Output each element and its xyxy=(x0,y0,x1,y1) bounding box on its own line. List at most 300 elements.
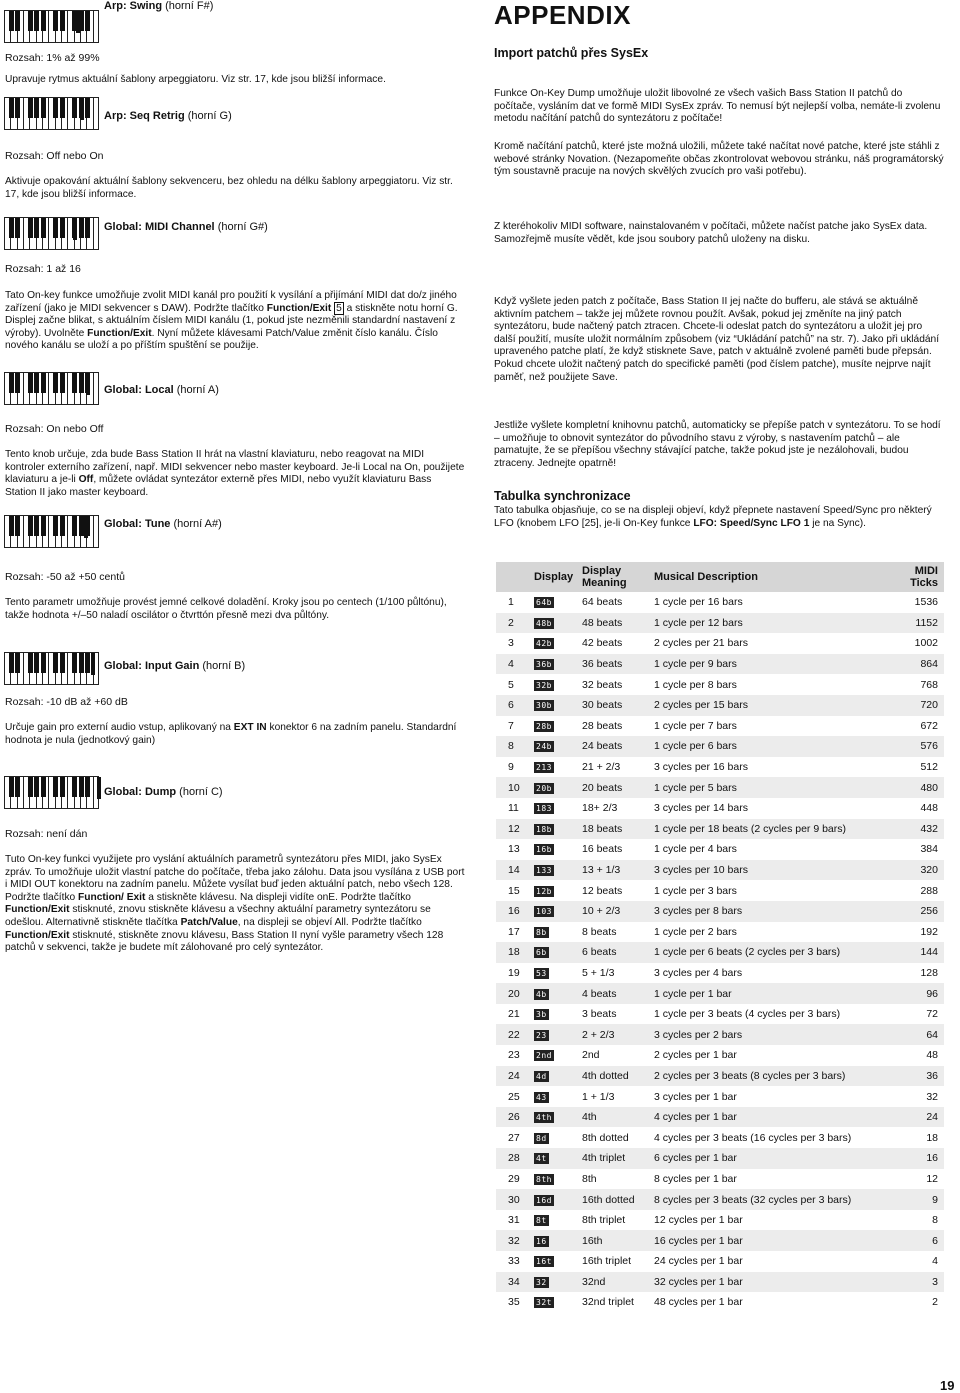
row-ticks: 4 xyxy=(932,1255,938,1268)
row-description: 2 cycles per 21 bars xyxy=(654,637,748,650)
table-row xyxy=(496,1169,944,1190)
black-key xyxy=(15,218,20,238)
row-description: 3 cycles per 4 bars xyxy=(654,966,743,979)
sync-table-intro: Tato tabulka objasňuje, co se na displeji objeví, když přepnete nastavení Speed/Sync pro některý LFO (knobem LFO [25], je-li On-Key funkce LFO: Speed/Sync LFO 1 je na Sync). xyxy=(494,505,932,529)
table-row xyxy=(496,1251,944,1272)
row-description: 4 cycles per 3 beats (16 cycles per 3 bars) xyxy=(654,1131,852,1144)
sync-table-heading: Tabulka synchronizace xyxy=(494,489,631,503)
lcd-display-icon: 53 xyxy=(536,968,547,978)
black-key xyxy=(72,98,77,118)
black-key xyxy=(41,516,46,536)
row-number: 18 xyxy=(496,942,530,963)
row-number: 27 xyxy=(508,1131,520,1144)
row-number: 20 xyxy=(496,983,530,1004)
row-display xyxy=(530,839,578,860)
black-key xyxy=(28,516,33,536)
row-display xyxy=(530,860,578,881)
table-row xyxy=(496,674,944,695)
row-meaning: 16 beats xyxy=(582,843,623,856)
col-midi-ticks: MIDI Ticks xyxy=(894,562,944,592)
row-number: 15 xyxy=(508,884,520,897)
row-description: 1 cycle per 5 bars xyxy=(650,777,894,798)
row-ticks: 144 xyxy=(894,942,944,963)
row-meaning: 42 beats xyxy=(582,637,623,650)
row-meaning: 32nd xyxy=(578,1272,650,1293)
lcd-display-icon: 133 xyxy=(536,866,552,876)
black-key xyxy=(41,218,46,238)
row-description: 1 cycle per 7 bars xyxy=(654,719,737,732)
tune-text: Tento parametr umožňuje provést jemné celkové doladění. Kroky jsou po centech (1/100 půltónu), takže hodnota +/–50 naladí oscilátor o čtvrttón přesně mezi dva půltóny. xyxy=(5,597,447,621)
sysex-heading: Import patchů přes SysEx xyxy=(494,46,649,60)
row-meaning: 16th triplet xyxy=(582,1255,632,1268)
row-meaning: 6 beats xyxy=(578,942,650,963)
lcd-display-icon: 16 xyxy=(536,1236,547,1246)
row-display xyxy=(530,1230,578,1251)
table-row xyxy=(496,592,944,613)
row-display xyxy=(530,1272,578,1293)
lcd-display-icon: 4d xyxy=(536,1071,547,1081)
lcd-display-icon: 24b xyxy=(536,742,552,752)
black-key xyxy=(60,98,65,118)
row-meaning: 3 beats xyxy=(582,1008,617,1021)
black-key xyxy=(53,653,58,673)
row-number: 35 xyxy=(508,1296,520,1309)
black-key xyxy=(9,777,14,797)
black-key xyxy=(15,11,20,31)
table-row xyxy=(496,777,944,798)
row-ticks: 24 xyxy=(894,1107,944,1128)
dump-text: Tuto On-key funkci využijete pro vyslání aktuálních parametrů syntezátoru přes MIDI, jako SysEx zpráv. To umožňuje uložit vlastní patche do počítače, třeba jako zálohu. Data jsou vysílána z USB port i MIDI OUT konektoru na zadním panelu. Můžete vysílat buď jeden aktuální patch, nebo všech 128. Podržte tlačítko Function/ Exit a stiskněte klávesu. Na displeji vidíte onE. Podržte tlačítko Function/Exit stisknuté, znovu stiskněte klávesu a všechny aktuální parametry syntezátoru se odešlou. Alternativně stiskněte tlačítka Patch/Value, na displeji se objeví All. Podržte tlačítko Function/Exit stisknuté, stiskněte znovu klávesu, Bass Station II nyní vyšle parametry všech 128 patchů v sekvenci, takže je budete mít zálohované pro celý syntezátor. xyxy=(5,854,465,954)
row-number: 30 xyxy=(496,1189,530,1210)
row-display xyxy=(530,798,578,819)
row-display xyxy=(530,1292,578,1313)
row-description: 1 cycle per 8 bars xyxy=(654,678,737,691)
lcd-display-icon: 4b xyxy=(536,989,547,999)
black-key xyxy=(53,373,58,393)
highlighted-key xyxy=(84,516,88,538)
row-ticks: 64 xyxy=(894,1024,944,1045)
lcd-display-icon: 8t xyxy=(536,1216,547,1226)
black-key xyxy=(15,653,20,673)
table-row xyxy=(496,1004,944,1025)
black-key xyxy=(85,653,90,673)
table-row xyxy=(496,839,944,860)
row-ticks: 6 xyxy=(894,1230,944,1251)
lcd-display-icon: 32 xyxy=(536,1277,547,1287)
black-key xyxy=(34,516,39,536)
black-key xyxy=(9,11,14,31)
row-number: 3 xyxy=(508,637,514,650)
table-row xyxy=(496,1066,944,1087)
row-ticks: 576 xyxy=(894,736,944,757)
black-key xyxy=(28,653,33,673)
arp-seq-heading: Arp: Seq Retrig (horní G) xyxy=(104,110,232,122)
black-key xyxy=(15,516,20,536)
row-ticks: 3 xyxy=(894,1272,944,1293)
midi-channel-range: Rozsah: 1 až 16 xyxy=(5,263,81,275)
input-gain-heading: Global: Input Gain (horní B) xyxy=(104,660,246,672)
keyboard-diagram-local xyxy=(4,372,99,405)
row-number: 21 xyxy=(508,1008,520,1021)
sysex-paragraph-2: Kromě načítání patchů, které jste možná uložili, můžete také načítat nové patche, které jste stáhli z webové stránky Novation. (Nezapomeňte občas zkontrolovat webovou stránku, náš programátorský tým soustavně pracuje na nových skvělých zvucích pro vaši potřebu). xyxy=(494,141,944,178)
row-description: 1 cycle per 4 bars xyxy=(654,843,737,856)
lcd-display-icon: 213 xyxy=(536,763,552,773)
row-ticks: 256 xyxy=(894,901,944,922)
row-display xyxy=(530,654,578,675)
row-display xyxy=(530,901,578,922)
arp-swing-range: Rozsah: 1% až 99% xyxy=(5,52,100,64)
row-description: 1 cycle per 16 bars xyxy=(654,596,743,609)
row-meaning: 32 beats xyxy=(582,678,623,691)
black-key xyxy=(85,11,90,31)
lcd-display-icon: 4t xyxy=(536,1154,547,1164)
table-row xyxy=(496,613,944,634)
row-meaning: 12 beats xyxy=(582,884,623,897)
table-row xyxy=(496,1024,944,1045)
black-key xyxy=(15,373,20,393)
lcd-display-icon: 36b xyxy=(536,660,552,670)
table-row xyxy=(496,1107,944,1128)
col-number xyxy=(496,562,530,592)
row-ticks: 128 xyxy=(920,966,938,979)
row-display xyxy=(530,922,578,943)
lcd-display-icon: 8d xyxy=(536,1133,547,1143)
black-key xyxy=(28,218,33,238)
row-ticks: 18 xyxy=(926,1131,938,1144)
row-ticks: 2 xyxy=(932,1296,938,1309)
row-description: 1 cycle per 18 beats (2 cycles per 9 bars) xyxy=(650,819,894,840)
black-key xyxy=(60,11,65,31)
row-ticks: 1002 xyxy=(914,637,938,650)
lcd-display-icon: 43 xyxy=(536,1092,547,1102)
local-range: Rozsah: On nebo Off xyxy=(5,423,104,435)
row-ticks: 320 xyxy=(894,860,944,881)
row-number: 4 xyxy=(496,654,530,675)
row-display xyxy=(530,1251,578,1272)
row-number: 8 xyxy=(496,736,530,757)
lcd-display-icon: 30b xyxy=(536,701,552,711)
row-number: 22 xyxy=(496,1024,530,1045)
table-row xyxy=(496,716,944,737)
row-meaning: 4th xyxy=(578,1107,650,1128)
black-key xyxy=(28,777,33,797)
row-meaning: 16th xyxy=(578,1230,650,1251)
col-musical-description: Musical Description xyxy=(650,562,894,592)
black-key xyxy=(72,653,77,673)
row-description: 3 cycles per 10 bars xyxy=(650,860,894,881)
lcd-display-icon: 6b xyxy=(536,948,547,958)
row-ticks: 48 xyxy=(926,1049,938,1062)
row-ticks: 8 xyxy=(932,1214,938,1227)
row-display xyxy=(530,592,578,613)
table-row xyxy=(496,1292,944,1313)
arp-swing-heading: Arp: Swing (horní F#) xyxy=(104,0,214,12)
row-meaning: 18+ 2/3 xyxy=(582,802,618,815)
table-row xyxy=(496,1189,944,1210)
black-key xyxy=(9,516,14,536)
row-ticks: 32 xyxy=(926,1090,938,1103)
black-key xyxy=(72,777,77,797)
black-key xyxy=(41,11,46,31)
black-key xyxy=(9,653,14,673)
black-key xyxy=(60,516,65,536)
table-row xyxy=(496,695,944,716)
black-key xyxy=(28,98,33,118)
row-display xyxy=(530,1086,578,1107)
keyboard-diagram-seq-retrig xyxy=(4,97,99,130)
row-meaning: 48 beats xyxy=(578,613,650,634)
black-key xyxy=(34,777,39,797)
lcd-display-icon: 4th xyxy=(536,1113,552,1123)
row-display xyxy=(530,1066,578,1087)
row-ticks: 12 xyxy=(926,1172,938,1185)
row-meaning: 24 beats xyxy=(578,736,650,757)
col-display: Display xyxy=(530,562,578,592)
highlighted-key xyxy=(73,218,77,240)
row-meaning: 30 beats xyxy=(578,695,650,716)
black-key xyxy=(34,98,39,118)
table-row xyxy=(496,1210,944,1231)
black-key xyxy=(53,98,58,118)
row-description: 1 cycle per 9 bars xyxy=(650,654,894,675)
row-number: 7 xyxy=(508,719,514,732)
table-row xyxy=(496,1086,944,1107)
black-key xyxy=(60,777,65,797)
row-ticks: 720 xyxy=(894,695,944,716)
table-row xyxy=(496,633,944,654)
row-number: 33 xyxy=(508,1255,520,1268)
row-meaning: 16th dotted xyxy=(578,1189,650,1210)
lcd-display-icon: 16d xyxy=(536,1195,552,1205)
black-key xyxy=(28,373,33,393)
black-key xyxy=(53,218,58,238)
black-key xyxy=(53,516,58,536)
row-number: 1 xyxy=(508,596,514,609)
black-key xyxy=(79,218,84,238)
row-description: 1 cycle per 6 beats (2 cycles per 3 bars) xyxy=(650,942,894,963)
row-ticks: 1536 xyxy=(914,596,938,609)
row-display xyxy=(530,983,578,1004)
row-description: 1 cycle per 3 beats (4 cycles per 3 bars) xyxy=(654,1008,841,1021)
row-meaning: 8th xyxy=(582,1172,597,1185)
black-key xyxy=(34,373,39,393)
row-display xyxy=(530,613,578,634)
black-key xyxy=(34,653,39,673)
row-ticks: 288 xyxy=(920,884,938,897)
keyboard-diagram-swing xyxy=(4,10,99,43)
row-ticks: 672 xyxy=(920,719,938,732)
row-meaning: 36 beats xyxy=(578,654,650,675)
lcd-display-icon: 183 xyxy=(536,804,552,814)
black-key xyxy=(41,653,46,673)
row-description: 6 cycles per 1 bar xyxy=(650,1148,894,1169)
row-ticks: 1152 xyxy=(894,613,944,634)
row-display xyxy=(530,1045,578,1066)
table-row xyxy=(496,942,944,963)
table-row xyxy=(496,963,944,984)
row-description: 3 cycles per 8 bars xyxy=(650,901,894,922)
row-meaning: 8 beats xyxy=(582,925,617,938)
row-display xyxy=(530,1148,578,1169)
row-number: 19 xyxy=(508,966,520,979)
sync-table-header-row xyxy=(496,562,944,592)
row-display xyxy=(530,716,578,737)
sync-table xyxy=(496,562,944,1313)
black-key xyxy=(60,653,65,673)
table-row xyxy=(496,880,944,901)
row-display xyxy=(530,736,578,757)
lcd-display-icon: 3b xyxy=(536,1010,547,1020)
table-row xyxy=(496,922,944,943)
row-description: 4 cycles per 1 bar xyxy=(650,1107,894,1128)
col-meaning: Display Meaning xyxy=(578,562,650,592)
row-description: 16 cycles per 1 bar xyxy=(650,1230,894,1251)
appendix-heading: APPENDIX xyxy=(494,0,631,30)
lcd-display-icon: 32t xyxy=(536,1298,552,1308)
black-key xyxy=(15,98,20,118)
row-display xyxy=(530,1024,578,1045)
row-description: 2 cycles per 3 beats (8 cycles per 3 bars) xyxy=(650,1066,894,1087)
table-row xyxy=(496,757,944,778)
black-key xyxy=(53,777,58,797)
row-meaning: 2nd xyxy=(582,1049,600,1062)
row-meaning: 28 beats xyxy=(582,719,623,732)
row-meaning: 1 + 1/3 xyxy=(582,1090,615,1103)
row-meaning: 4th triplet xyxy=(578,1148,650,1169)
row-number: 2 xyxy=(496,613,530,634)
row-number: 31 xyxy=(508,1214,520,1227)
row-meaning: 8th triplet xyxy=(582,1214,626,1227)
row-meaning: 18 beats xyxy=(578,819,650,840)
lcd-display-icon: 103 xyxy=(536,907,552,917)
dump-range: Rozsah: není dán xyxy=(5,828,88,840)
highlighted-key xyxy=(91,653,95,675)
lcd-display-icon: 8b xyxy=(536,927,547,937)
black-key xyxy=(85,98,90,118)
row-display xyxy=(530,963,578,984)
row-meaning: 32nd triplet xyxy=(582,1296,634,1309)
row-ticks: 192 xyxy=(920,925,938,938)
row-description: 8 cycles per 3 beats (32 cycles per 3 bars) xyxy=(650,1189,894,1210)
tune-heading: Global: Tune (horní A#) xyxy=(104,518,222,530)
black-key xyxy=(60,373,65,393)
highlighted-key xyxy=(86,373,90,395)
table-row xyxy=(496,654,944,675)
row-number: 34 xyxy=(496,1272,530,1293)
sysex-paragraph-1: Funkce On-Key Dump umožňuje uložit libovolné ze všech vašich Bass Station II patchů do počítače, vysláním dat ve formě MIDI SysEx zpráv. To nemusí být nejlepší volba, nemáte-li zvolenu metodu načítání patchů do syntezátoru z počítače! xyxy=(494,88,941,125)
row-display xyxy=(530,1004,578,1025)
lcd-display-icon: 2nd xyxy=(536,1051,552,1061)
table-row xyxy=(496,1127,944,1148)
black-key xyxy=(9,373,14,393)
row-display xyxy=(530,1127,578,1148)
row-number: 23 xyxy=(508,1049,520,1062)
lcd-display-icon: 48b xyxy=(536,618,552,628)
row-description: 3 cycles per 1 bar xyxy=(654,1090,737,1103)
midi-channel-text: Tato On-key funkce umožňuje zvolit MIDI kanál pro použití k vysílání a přijímání MIDI dat do/z jiného zařízení (jako je MIDI sekvencer s DAW). Podržte tlačítko Function/Exit 5 a stiskněte notu horní G. Displej začne blikat, s aktuálním číslem MIDI kanálu (1, pokud jste nezměnili standardní nastavení z výroby). Uvolněte Function/Exit. Nyní můžete klávesami Patch/Value změnit číslo kanálu. Číslo nového kanálu se uloží a po příštím spuštění se použije. xyxy=(5,290,458,352)
sysex-paragraph-3: Z kteréhokoliv MIDI software, nainstalovaném v počítači, můžete načíst patche jako SysEx data. Samozřejmě musíte vědět, kde jsou soubory patchů uloženy na disku. xyxy=(494,221,928,245)
table-row xyxy=(496,736,944,757)
black-key xyxy=(9,218,14,238)
row-description: 32 cycles per 1 bar xyxy=(650,1272,894,1293)
black-key xyxy=(85,777,90,797)
row-meaning: 5 + 1/3 xyxy=(582,966,615,979)
row-description: 1 cycle per 1 bar xyxy=(650,983,894,1004)
row-display xyxy=(530,757,578,778)
arp-seq-range: Rozsah: Off nebo On xyxy=(5,150,104,162)
row-number: 29 xyxy=(508,1172,520,1185)
row-ticks: 480 xyxy=(894,777,944,798)
row-description: 1 cycle per 3 bars xyxy=(654,884,737,897)
row-ticks: 512 xyxy=(920,761,938,774)
row-meaning: 2 + 2/3 xyxy=(578,1024,650,1045)
page-number: 19 xyxy=(940,1378,955,1393)
lcd-display-icon: 16t xyxy=(536,1257,552,1267)
row-meaning: 4th dotted xyxy=(578,1066,650,1087)
black-key xyxy=(72,373,77,393)
dump-heading: Global: Dump (horní C) xyxy=(104,786,223,798)
row-number: 10 xyxy=(496,777,530,798)
black-key xyxy=(15,777,20,797)
row-display xyxy=(530,819,578,840)
row-display xyxy=(530,695,578,716)
row-number: 16 xyxy=(496,901,530,922)
table-row xyxy=(496,983,944,1004)
row-display xyxy=(530,1169,578,1190)
row-number: 11 xyxy=(508,802,519,815)
row-description: 8 cycles per 1 bar xyxy=(654,1172,737,1185)
row-meaning: 10 + 2/3 xyxy=(578,901,650,922)
keyboard-diagram-input-gain xyxy=(4,652,99,685)
black-key xyxy=(9,98,14,118)
lcd-display-icon: 16b xyxy=(536,845,552,855)
row-display xyxy=(530,1107,578,1128)
row-display xyxy=(530,1189,578,1210)
row-description: 3 cycles per 2 bars xyxy=(650,1024,894,1045)
table-row xyxy=(496,901,944,922)
black-key xyxy=(79,373,84,393)
lcd-display-icon: 42b xyxy=(536,639,552,649)
row-ticks: 72 xyxy=(926,1008,938,1021)
black-key xyxy=(28,11,33,31)
keyboard-diagram-midi-channel xyxy=(4,217,99,250)
row-ticks: 448 xyxy=(920,802,938,815)
local-text: Tento knob určuje, zda bude Bass Station II hrát na vlastní klaviaturu, nebo reagovat na MIDI kontroler externího zařízení, např. MIDI sekvencer nebo master keyboard. Je-li Local na On, použijete klaviaturu a je-li Off, můžete ovládat syntezátor externě přes MIDI, nebo využít klaviaturu Bass Station II jako master keyboard. xyxy=(5,449,465,498)
row-number: 28 xyxy=(496,1148,530,1169)
arp-swing-text: Upravuje rytmus aktuální šablony arpeggiatoru. Viz str. 17, kde jsou bližší informace. xyxy=(5,74,386,85)
row-number: 26 xyxy=(496,1107,530,1128)
table-row xyxy=(496,1230,944,1251)
input-gain-range: Rozsah: -10 dB až +60 dB xyxy=(5,696,128,708)
midi-channel-heading: Global: MIDI Channel (horní G#) xyxy=(104,221,268,233)
highlighted-key xyxy=(80,98,84,120)
lcd-display-icon: 20b xyxy=(536,783,552,793)
row-description: 2 cycles per 1 bar xyxy=(654,1049,737,1062)
row-number: 14 xyxy=(496,860,530,881)
black-key xyxy=(60,218,65,238)
black-key xyxy=(85,218,90,238)
row-number: 5 xyxy=(508,678,514,691)
sysex-paragraph-4: Když vyšlete jeden patch z počítače, Bass Station II jej načte do bufferu, ale stává se aktuálně aktivním patchem – takže jej můžete rovnou použít. Avšak, pokud jej změníte na jiný patch syntezátoru, bude načtený patch ztracen. Chcete-li odeslat patch do syntezátoru a uložit jej pro další použití, musíte uložit normálním způsobem (viz “Ukládání patchů” na str. 7). Jako při ukládání upraveného patche platí, že když stisknete Save, patch v aktuálně zvolené paměti bude přepsán. Pokud chcete uložit načtený patch do specifické paměti (pod číslem patche), musíte nejprve najít paměť, než použijete Save. xyxy=(494,296,940,383)
row-description: 2 cycles per 15 bars xyxy=(650,695,894,716)
lcd-display-icon: 28b xyxy=(536,721,552,731)
table-row xyxy=(496,1148,944,1169)
black-key xyxy=(53,11,58,31)
row-display xyxy=(530,1210,578,1231)
row-number: 9 xyxy=(508,761,514,774)
highlighted-key xyxy=(97,777,101,799)
row-description: 48 cycles per 1 bar xyxy=(654,1296,743,1309)
